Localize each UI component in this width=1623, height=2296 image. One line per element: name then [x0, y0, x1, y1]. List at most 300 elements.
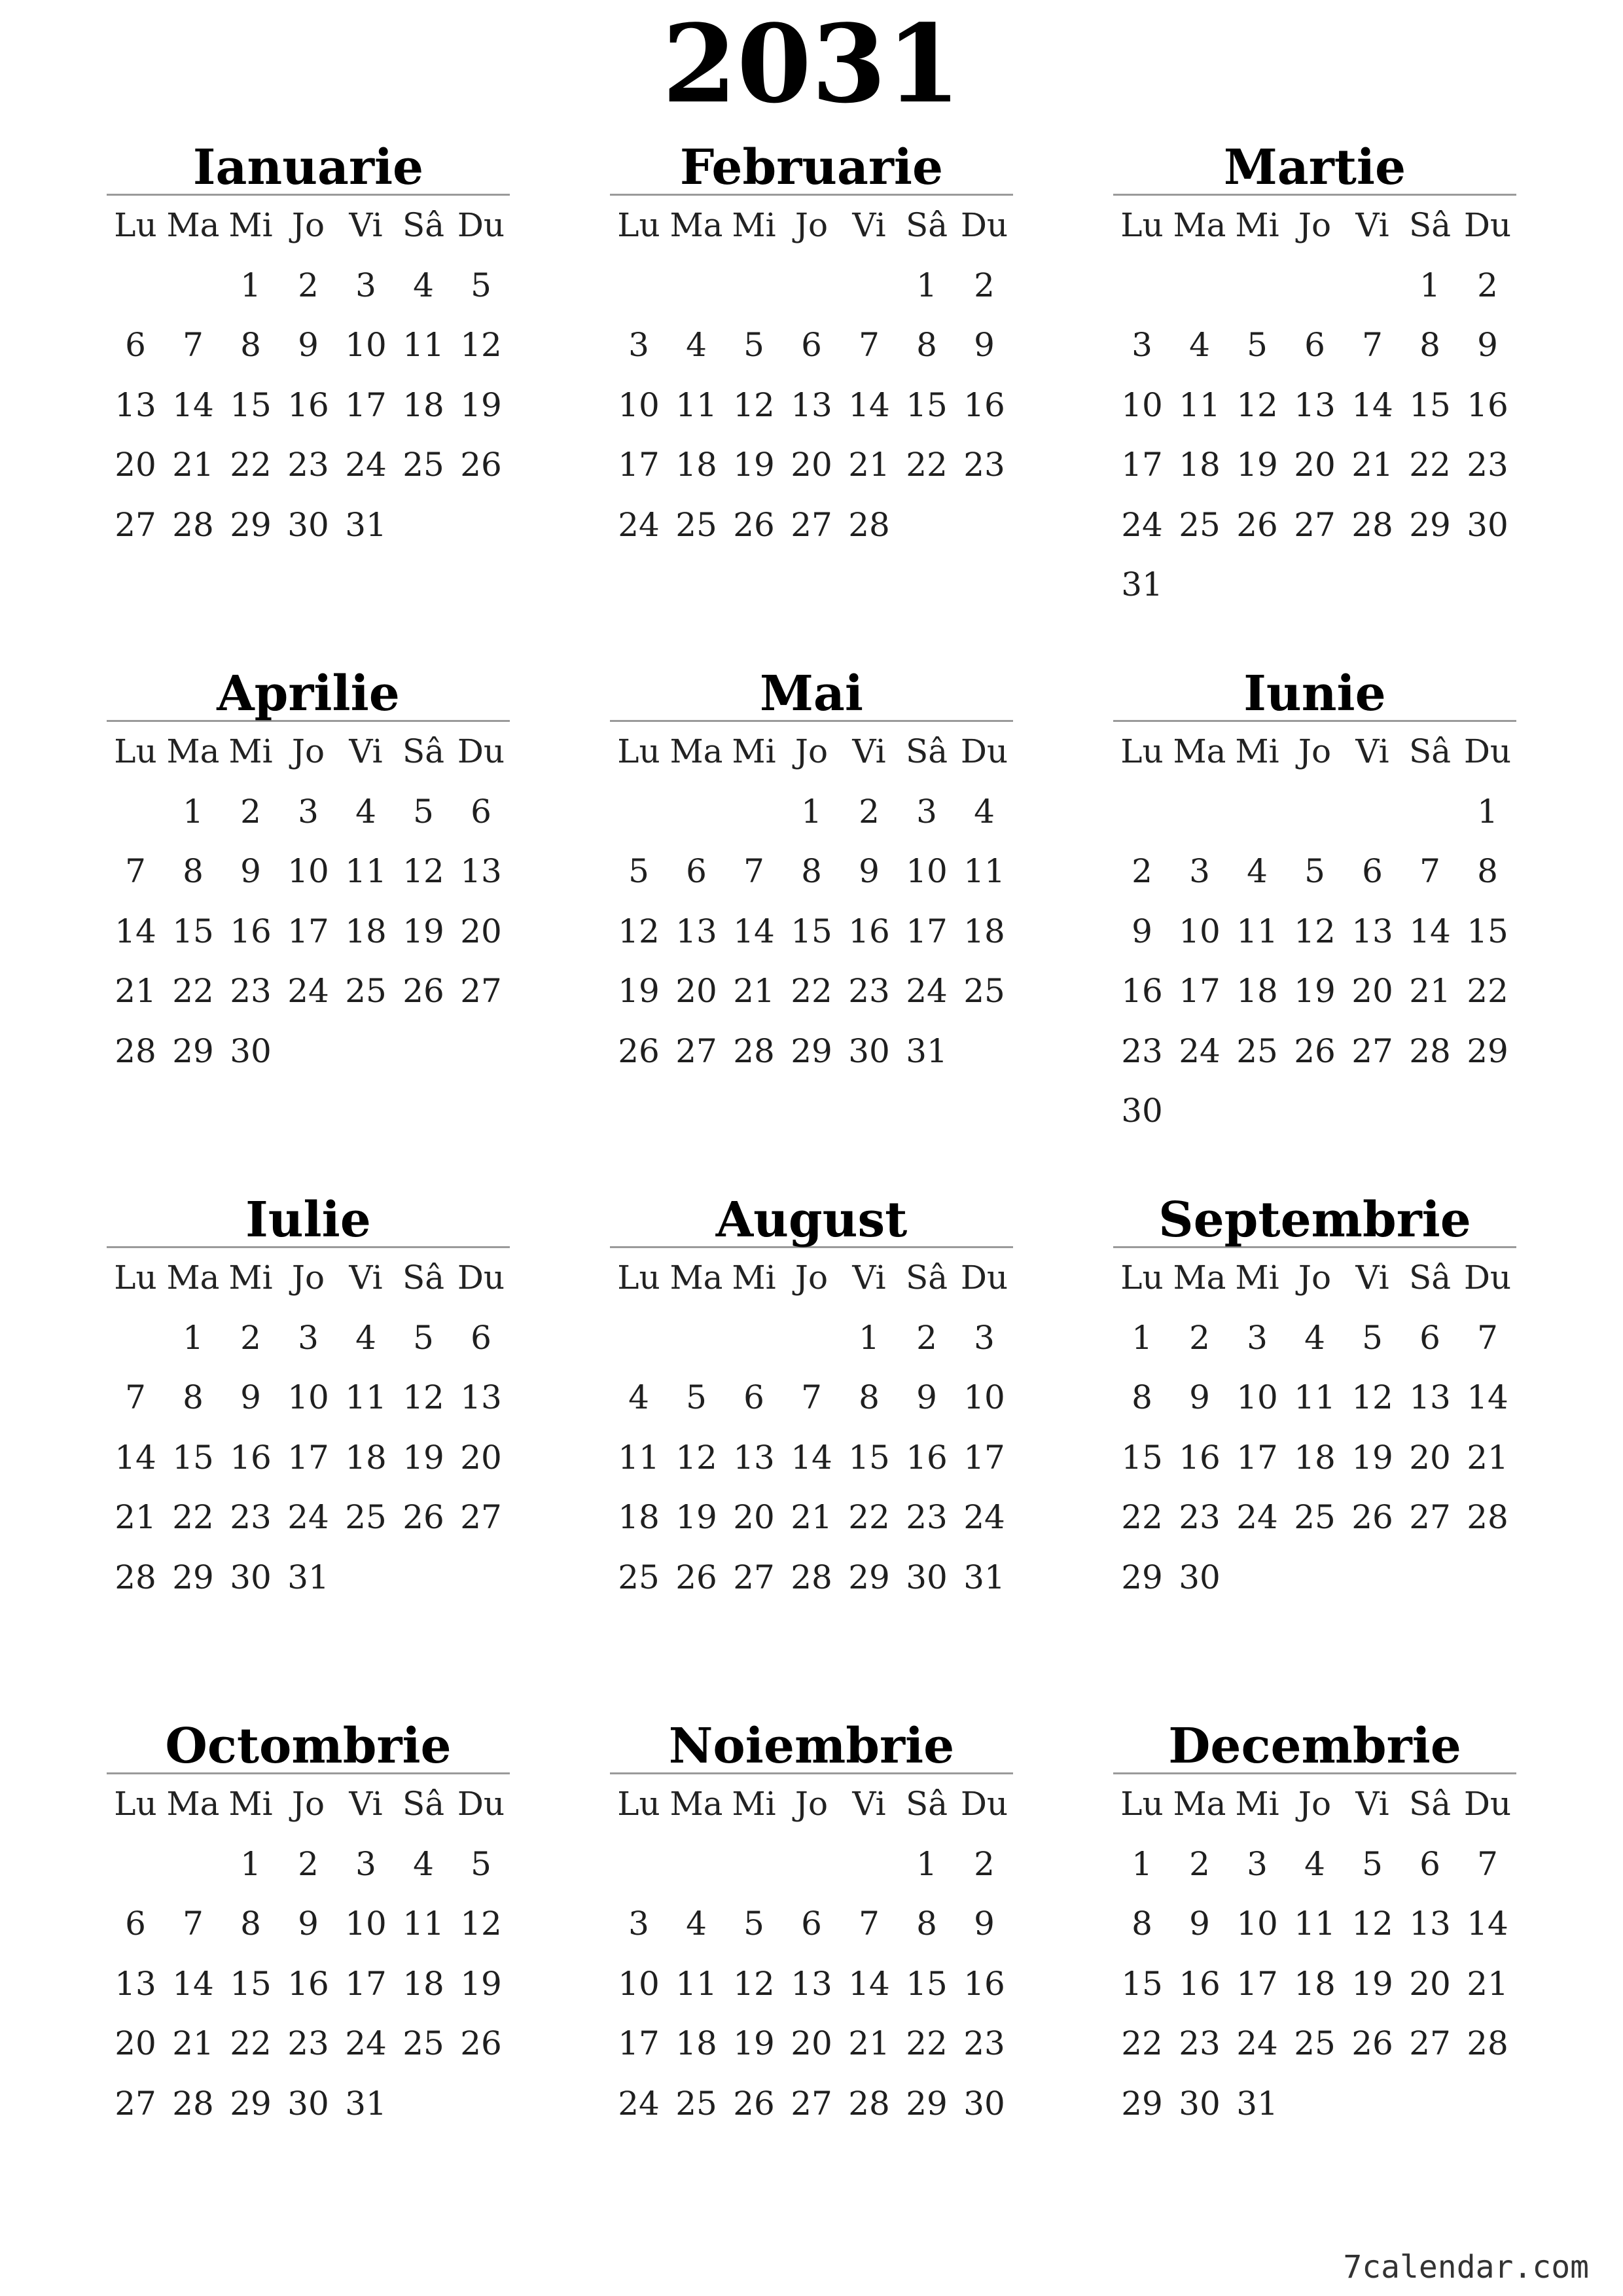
weekday-header: Ma	[669, 1785, 723, 1823]
day-cell: 20	[791, 446, 832, 484]
day-cell: 30	[287, 2084, 329, 2123]
month-june	[1113, 664, 1516, 1141]
day-cell: 29	[172, 1558, 214, 1596]
weekday-header: Ma	[1173, 206, 1226, 244]
day-cell: 19	[618, 972, 660, 1010]
day-cell: 14	[172, 1964, 214, 2003]
day-cell: 3	[628, 1905, 649, 1943]
day-cell: 2	[1189, 1844, 1210, 1883]
day-cell: 24	[345, 2024, 387, 2062]
weekday-header: Jo	[291, 206, 325, 244]
day-cell: 27	[460, 1498, 502, 1536]
day-cell: 22	[230, 446, 272, 484]
day-cell: 26	[1236, 505, 1278, 544]
month-may	[610, 664, 1013, 1081]
day-cell: 22	[172, 1498, 214, 1536]
day-cell: 14	[1467, 1905, 1508, 1943]
day-cell: 26	[460, 446, 502, 484]
day-cell: 6	[1419, 1318, 1440, 1357]
day-cell: 22	[1467, 972, 1508, 1010]
day-cell: 20	[460, 1438, 502, 1477]
day-cell: 30	[1467, 505, 1508, 544]
day-cell: 6	[1362, 852, 1383, 890]
weekday-header: Vi	[852, 1259, 886, 1297]
weekday-header: Mi	[732, 732, 776, 770]
day-cell: 28	[733, 1031, 775, 1070]
day-cell: 13	[1409, 1905, 1451, 1943]
day-cell: 15	[230, 1964, 272, 2003]
day-cell: 6	[471, 1318, 491, 1357]
weekday-header: Jo	[794, 206, 829, 244]
day-cell: 19	[1351, 1964, 1393, 2003]
day-cell: 19	[1294, 972, 1336, 1010]
day-cell: 27	[1351, 1031, 1393, 1070]
day-cell: 9	[298, 326, 319, 364]
day-cell: 20	[1351, 972, 1393, 1010]
day-cell: 26	[675, 1558, 717, 1596]
empty-cell	[107, 256, 164, 316]
day-cell: 13	[791, 386, 832, 424]
day-cell: 7	[1477, 1318, 1498, 1357]
weekday-header: Jo	[794, 732, 829, 770]
day-cell: 16	[230, 1438, 272, 1477]
day-cell: 27	[115, 2084, 156, 2123]
day-cell: 29	[172, 1031, 214, 1070]
day-cell: 31	[287, 1558, 329, 1596]
day-cell: 1	[1132, 1318, 1152, 1357]
weekday-header: Mi	[228, 1259, 273, 1297]
day-cell: 21	[791, 1498, 832, 1536]
day-cell: 24	[287, 1498, 329, 1536]
day-cell: 29	[1467, 1031, 1508, 1070]
day-cell: 2	[240, 1318, 261, 1357]
day-cell: 6	[1419, 1844, 1440, 1883]
day-cell: 24	[963, 1498, 1005, 1536]
day-cell: 25	[402, 2024, 444, 2062]
month-grid	[610, 722, 1013, 1081]
day-cell: 10	[1179, 912, 1221, 950]
day-cell: 18	[402, 1964, 444, 2003]
day-cell: 24	[906, 972, 948, 1010]
weekday-header: Sâ	[402, 206, 445, 244]
weekday-header: Du	[457, 206, 505, 244]
weekday-header: Lu	[114, 206, 157, 244]
weekday-header: Vi	[852, 1785, 886, 1823]
day-cell: 11	[1236, 912, 1278, 950]
day-cell: 17	[287, 1438, 329, 1477]
weekday-header: Vi	[349, 1785, 383, 1823]
day-cell: 19	[675, 1498, 717, 1536]
day-cell: 22	[172, 972, 214, 1010]
day-cell: 14	[1409, 912, 1451, 950]
day-cell: 15	[1409, 386, 1451, 424]
day-cell: 7	[1419, 852, 1440, 890]
day-cell: 9	[240, 852, 261, 890]
day-cell: 19	[402, 1438, 444, 1477]
empty-cell	[1344, 782, 1401, 842]
day-cell: 6	[801, 326, 822, 364]
weekday-header: Du	[457, 732, 505, 770]
day-cell: 26	[460, 2024, 502, 2062]
empty-cell	[1113, 256, 1171, 316]
day-cell: 28	[115, 1031, 156, 1070]
day-cell: 18	[402, 386, 444, 424]
month-grid	[610, 196, 1013, 555]
day-cell: 25	[1179, 505, 1221, 544]
month-name: Martie	[1113, 137, 1516, 196]
day-cell: 17	[1179, 972, 1221, 1010]
day-cell: 12	[675, 1438, 717, 1477]
day-cell: 12	[733, 1964, 775, 2003]
empty-cell	[668, 1308, 725, 1369]
day-cell: 2	[859, 792, 880, 831]
day-cell: 14	[172, 386, 214, 424]
month-name: Octombrie	[107, 1716, 510, 1774]
day-cell: 24	[287, 972, 329, 1010]
day-cell: 6	[1304, 326, 1325, 364]
empty-cell	[783, 1835, 840, 1895]
day-cell: 10	[287, 852, 329, 890]
day-cell: 26	[402, 972, 444, 1010]
day-cell: 21	[1351, 446, 1393, 484]
day-cell: 16	[287, 1964, 329, 2003]
empty-cell	[1401, 782, 1459, 842]
day-cell: 16	[963, 386, 1005, 424]
weekday-header: Ma	[669, 1259, 723, 1297]
day-cell: 31	[345, 505, 387, 544]
day-cell: 5	[413, 792, 434, 831]
day-cell: 20	[115, 446, 156, 484]
day-cell: 7	[743, 852, 764, 890]
day-cell: 24	[1236, 2024, 1278, 2062]
day-cell: 3	[1247, 1844, 1268, 1883]
day-cell: 12	[1236, 386, 1278, 424]
empty-cell	[1228, 256, 1286, 316]
day-cell: 9	[240, 1378, 261, 1416]
weekday-header: Sâ	[1408, 206, 1452, 244]
day-cell: 25	[963, 972, 1005, 1010]
month-december	[1113, 1716, 1516, 2134]
day-cell: 4	[686, 326, 707, 364]
day-cell: 25	[345, 972, 387, 1010]
day-cell: 25	[1294, 2024, 1336, 2062]
weekday-header: Ma	[166, 1259, 220, 1297]
day-cell: 29	[1409, 505, 1451, 544]
weekday-header: Du	[1463, 206, 1512, 244]
day-cell: 14	[115, 912, 156, 950]
day-cell: 13	[733, 1438, 775, 1477]
day-cell: 20	[460, 912, 502, 950]
day-cell: 8	[183, 1378, 204, 1416]
day-cell: 9	[1189, 1378, 1210, 1416]
month-grid	[1113, 722, 1516, 1141]
empty-cell	[1344, 256, 1401, 316]
day-cell: 14	[791, 1438, 832, 1477]
day-cell: 26	[618, 1031, 660, 1070]
day-cell: 29	[1121, 2084, 1163, 2123]
day-cell: 17	[287, 912, 329, 950]
month-name: Iunie	[1113, 664, 1516, 722]
day-cell: 26	[1351, 2024, 1393, 2062]
weekday-header: Jo	[291, 1785, 325, 1823]
day-cell: 13	[1409, 1378, 1451, 1416]
weekday-header: Du	[960, 1259, 1008, 1297]
month-name: Noiembrie	[610, 1716, 1013, 1774]
weekday-header: Jo	[1298, 732, 1332, 770]
weekday-header: Sâ	[905, 206, 948, 244]
weekday-header: Lu	[617, 1785, 660, 1823]
day-cell: 5	[471, 266, 491, 304]
month-name: Iulie	[107, 1190, 510, 1248]
day-cell: 30	[230, 1031, 272, 1070]
day-cell: 31	[963, 1558, 1005, 1596]
empty-cell	[840, 256, 898, 316]
day-cell: 2	[240, 792, 261, 831]
day-cell: 3	[1189, 852, 1210, 890]
day-cell: 10	[618, 386, 660, 424]
day-cell: 27	[1409, 2024, 1451, 2062]
empty-cell	[725, 1835, 783, 1895]
empty-cell	[1286, 782, 1344, 842]
day-cell: 29	[230, 2084, 272, 2123]
day-cell: 15	[1467, 912, 1508, 950]
day-cell: 1	[183, 792, 204, 831]
day-cell: 6	[743, 1378, 764, 1416]
day-cell: 8	[1477, 852, 1498, 890]
day-cell: 17	[1121, 446, 1163, 484]
weekday-header: Mi	[228, 1785, 273, 1823]
day-cell: 11	[402, 1905, 444, 1943]
day-cell: 27	[675, 1031, 717, 1070]
weekday-header: Lu	[1120, 732, 1164, 770]
day-cell: 12	[733, 386, 775, 424]
empty-cell	[725, 1308, 783, 1369]
day-cell: 13	[115, 386, 156, 424]
day-cell: 11	[345, 1378, 387, 1416]
day-cell: 5	[743, 326, 764, 364]
day-cell: 9	[1132, 912, 1152, 950]
day-cell: 1	[183, 1318, 204, 1357]
day-cell: 10	[1236, 1905, 1278, 1943]
weekday-header: Sâ	[402, 1785, 445, 1823]
day-cell: 24	[618, 505, 660, 544]
day-cell: 7	[1362, 326, 1383, 364]
day-cell: 2	[298, 1844, 319, 1883]
weekday-header: Du	[457, 1785, 505, 1823]
day-cell: 6	[125, 326, 146, 364]
day-cell: 23	[963, 2024, 1005, 2062]
day-cell: 23	[287, 446, 329, 484]
month-february	[610, 137, 1013, 555]
day-cell: 21	[1467, 1438, 1508, 1477]
day-cell: 21	[1409, 972, 1451, 1010]
day-cell: 25	[345, 1498, 387, 1536]
day-cell: 1	[240, 1844, 261, 1883]
weekday-header: Vi	[349, 206, 383, 244]
day-cell: 7	[801, 1378, 822, 1416]
day-cell: 16	[1121, 972, 1163, 1010]
month-name: Aprilie	[107, 664, 510, 722]
month-name: Decembrie	[1113, 1716, 1516, 1774]
empty-cell	[725, 782, 783, 842]
weekday-header: Vi	[852, 206, 886, 244]
day-cell: 30	[1179, 2084, 1221, 2123]
day-cell: 4	[686, 1905, 707, 1943]
weekday-header: Lu	[114, 1785, 157, 1823]
day-cell: 5	[1304, 852, 1325, 890]
day-cell: 4	[628, 1378, 649, 1416]
day-cell: 17	[1236, 1438, 1278, 1477]
weekday-header: Mi	[228, 732, 273, 770]
weekday-header: Mi	[1235, 732, 1279, 770]
weekday-header: Jo	[291, 1259, 325, 1297]
day-cell: 10	[345, 1905, 387, 1943]
day-cell: 23	[1467, 446, 1508, 484]
weekday-header: Vi	[1355, 1259, 1389, 1297]
day-cell: 8	[1419, 326, 1440, 364]
day-cell: 30	[1121, 1092, 1163, 1130]
day-cell: 9	[974, 1905, 995, 1943]
day-cell: 18	[963, 912, 1005, 950]
day-cell: 5	[1247, 326, 1268, 364]
weekday-header: Ma	[1173, 1785, 1226, 1823]
day-cell: 29	[230, 505, 272, 544]
weekday-header: Lu	[617, 732, 660, 770]
month-july	[107, 1190, 510, 1607]
day-cell: 25	[618, 1558, 660, 1596]
day-cell: 22	[1409, 446, 1451, 484]
day-cell: 8	[240, 326, 261, 364]
month-grid	[107, 196, 510, 555]
day-cell: 11	[345, 852, 387, 890]
day-cell: 28	[1467, 1498, 1508, 1536]
day-cell: 12	[402, 1378, 444, 1416]
weekday-header: Mi	[1235, 1259, 1279, 1297]
month-august	[610, 1190, 1013, 1607]
day-cell: 6	[471, 792, 491, 831]
day-cell: 10	[1121, 386, 1163, 424]
day-cell: 10	[618, 1964, 660, 2003]
day-cell: 17	[345, 1964, 387, 2003]
month-name: Septembrie	[1113, 1190, 1516, 1248]
day-cell: 20	[733, 1498, 775, 1536]
month-march	[1113, 137, 1516, 615]
day-cell: 1	[916, 1844, 937, 1883]
weekday-header: Vi	[1355, 1785, 1389, 1823]
day-cell: 4	[413, 266, 434, 304]
day-cell: 1	[1477, 792, 1498, 831]
day-cell: 20	[1409, 1964, 1451, 2003]
day-cell: 18	[675, 446, 717, 484]
day-cell: 3	[355, 266, 376, 304]
day-cell: 14	[1351, 386, 1393, 424]
day-cell: 28	[848, 2084, 890, 2123]
weekday-header: Sâ	[905, 1785, 948, 1823]
day-cell: 5	[628, 852, 649, 890]
weekday-header: Sâ	[1408, 732, 1452, 770]
day-cell: 18	[618, 1498, 660, 1536]
weekday-header: Lu	[617, 206, 660, 244]
day-cell: 16	[1179, 1438, 1221, 1477]
day-cell: 31	[1236, 2084, 1278, 2123]
day-cell: 9	[1189, 1905, 1210, 1943]
day-cell: 24	[345, 446, 387, 484]
day-cell: 1	[240, 266, 261, 304]
day-cell: 8	[183, 852, 204, 890]
month-september	[1113, 1190, 1516, 1607]
day-cell: 28	[848, 505, 890, 544]
day-cell: 25	[1294, 1498, 1336, 1536]
weekday-header: Mi	[1235, 1785, 1279, 1823]
day-cell: 13	[460, 1378, 502, 1416]
day-cell: 21	[1467, 1964, 1508, 2003]
day-cell: 17	[1236, 1964, 1278, 2003]
day-cell: 5	[743, 1905, 764, 1943]
day-cell: 3	[1247, 1318, 1268, 1357]
day-cell: 10	[345, 326, 387, 364]
weekday-header: Jo	[794, 1785, 829, 1823]
day-cell: 30	[287, 505, 329, 544]
month-october	[107, 1716, 510, 2134]
day-cell: 25	[675, 2084, 717, 2123]
day-cell: 19	[733, 446, 775, 484]
footer-site-label: 7calendar.com	[1343, 2249, 1589, 2286]
day-cell: 24	[1236, 1498, 1278, 1536]
day-cell: 10	[287, 1378, 329, 1416]
month-name: August	[610, 1190, 1013, 1248]
day-cell: 22	[1121, 2024, 1163, 2062]
day-cell: 22	[848, 1498, 890, 1536]
day-cell: 18	[675, 2024, 717, 2062]
empty-cell	[1286, 256, 1344, 316]
day-cell: 13	[1351, 912, 1393, 950]
day-cell: 16	[848, 912, 890, 950]
day-cell: 29	[906, 2084, 948, 2123]
day-cell: 20	[115, 2024, 156, 2062]
weekday-header: Vi	[1355, 206, 1389, 244]
weekday-header: Ma	[1173, 732, 1226, 770]
day-cell: 29	[848, 1558, 890, 1596]
day-cell: 22	[791, 972, 832, 1010]
empty-cell	[164, 256, 222, 316]
day-cell: 23	[230, 972, 272, 1010]
day-cell: 12	[1351, 1905, 1393, 1943]
day-cell: 15	[906, 386, 948, 424]
day-cell: 7	[183, 1905, 204, 1943]
day-cell: 21	[172, 2024, 214, 2062]
day-cell: 11	[963, 852, 1005, 890]
day-cell: 12	[460, 326, 502, 364]
day-cell: 18	[1179, 446, 1221, 484]
day-cell: 27	[115, 505, 156, 544]
weekday-header: Lu	[1120, 1785, 1164, 1823]
empty-cell	[107, 1835, 164, 1895]
day-cell: 26	[733, 505, 775, 544]
day-cell: 8	[240, 1905, 261, 1943]
day-cell: 24	[1179, 1031, 1221, 1070]
empty-cell	[107, 782, 164, 842]
day-cell: 23	[963, 446, 1005, 484]
day-cell: 7	[859, 1905, 880, 1943]
weekday-header: Ma	[1173, 1259, 1226, 1297]
day-cell: 30	[1179, 1558, 1221, 1596]
day-cell: 6	[125, 1905, 146, 1943]
day-cell: 14	[1467, 1378, 1508, 1416]
day-cell: 10	[1236, 1378, 1278, 1416]
day-cell: 25	[1236, 1031, 1278, 1070]
day-cell: 11	[1294, 1905, 1336, 1943]
day-cell: 16	[287, 386, 329, 424]
